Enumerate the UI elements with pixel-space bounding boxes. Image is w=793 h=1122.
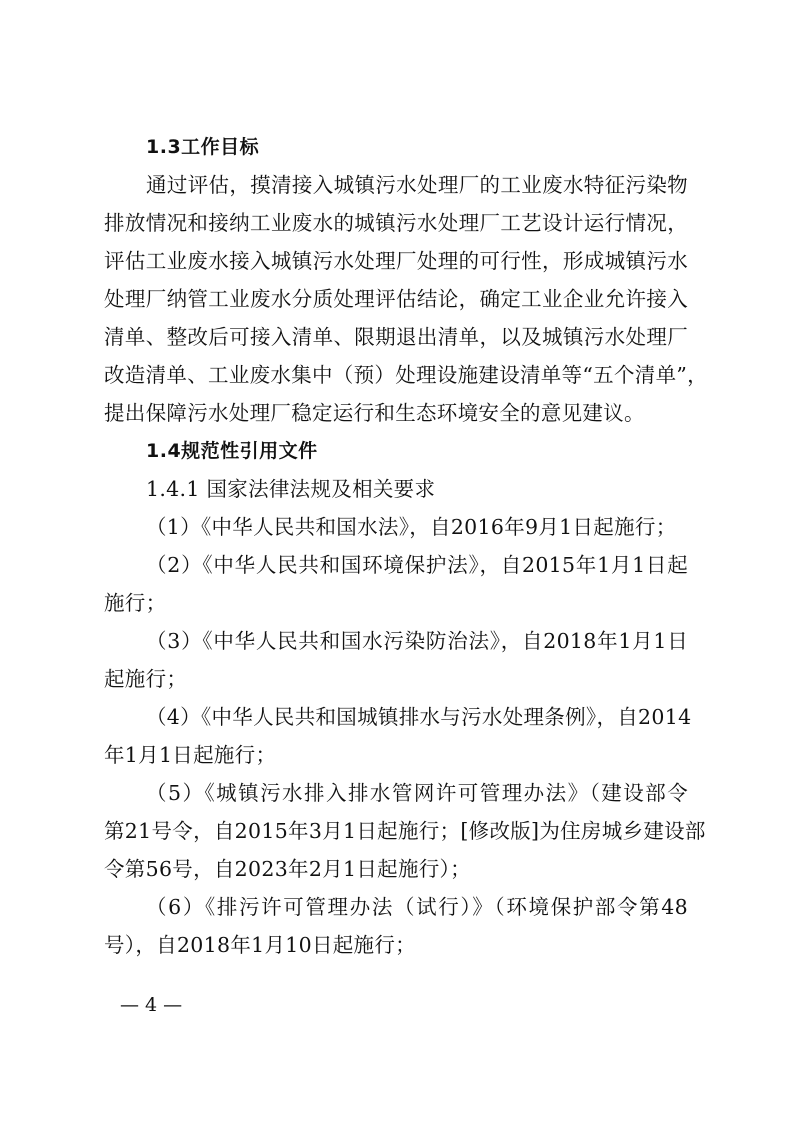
list-item-line: 第21号令，自2015年3月1日起施行；[修改版]为住房城乡建设部 [104, 819, 706, 843]
list-item-line: （2）《中华人民共和国环境保护法》，自2015年1月1日起 [146, 553, 688, 577]
list-item [104, 888, 688, 964]
list-item-line: （1）《中华人民共和国水法》，自2016年9月1日起施行； [146, 515, 677, 539]
list-item-line: 号），自2018年1月10日起施行； [104, 933, 416, 957]
section-heading-1-4: 1.4规范性引用文件 [146, 440, 318, 462]
section-heading-1-3: 1.3工作目标 [146, 136, 260, 158]
list-item-line: 年1月1日起施行； [104, 743, 277, 767]
objective-paragraph [104, 166, 708, 432]
list-item-line: （3）《中华人民共和国水污染防治法》，自2018年1月1日 [146, 629, 688, 653]
page-number: — 4 — [120, 994, 183, 1016]
list-item [104, 622, 688, 698]
paragraph-line: 评估工业废水接入城镇污水处理厂处理的可行性，形成城镇污水 [104, 249, 688, 273]
list-item [104, 546, 688, 622]
list-item-line: （5）《城镇污水排入排水管网许可管理办法》（建设部令 [146, 781, 688, 805]
list-item-line: 起施行； [104, 667, 188, 691]
paragraph-line: 改造清单、工业废水集中（预）处理设施建设清单等“五个清单”， [104, 363, 708, 387]
paragraph-line: 清单、整改后可接入清单、限期退出清单，以及城镇污水处理厂 [104, 325, 688, 349]
list-item [104, 698, 692, 774]
list-item-line: 令第56号，自2023年2月1日起施行）； [104, 857, 471, 881]
page-body [104, 128, 708, 964]
subsection-heading-1-4-1: 1.4.1 国家法律法规及相关要求 [146, 477, 436, 501]
list-item-line: （4）《中华人民共和国城镇排水与污水处理条例》，自2014 [146, 705, 692, 729]
paragraph-line: 提出保障污水处理厂稳定运行和生态环境安全的意见建议。 [104, 401, 645, 425]
law-list [104, 508, 706, 964]
paragraph-line: 排放情况和接纳工业废水的城镇污水处理厂工艺设计运行情况， [104, 211, 688, 235]
list-item [104, 508, 688, 546]
list-item [104, 774, 706, 888]
paragraph-line: 处理厂纳管工业废水分质处理评估结论，确定工业企业允许接入 [104, 287, 688, 311]
paragraph-line: 通过评估，摸清接入城镇污水处理厂的工业废水特征污染物 [146, 173, 688, 197]
list-item-line: （6）《排污许可管理办法（试行）》（环境保护部令第48 [146, 895, 688, 919]
list-item-line: 施行； [104, 591, 167, 615]
